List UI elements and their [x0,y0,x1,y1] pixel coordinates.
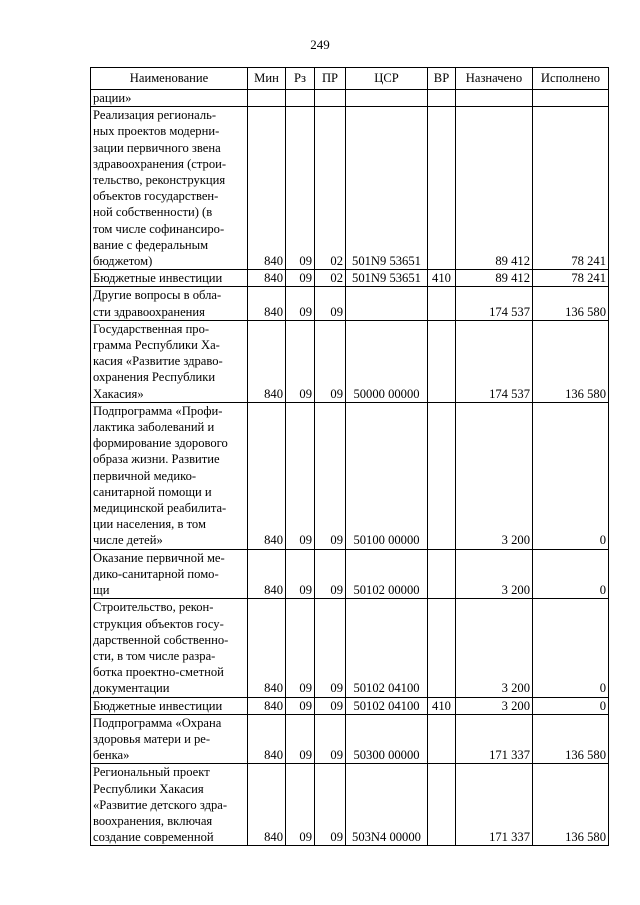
cell-name-line: Государственная про- [93,321,210,336]
cell-pr: 09 [315,714,346,764]
cell-vr [428,287,456,320]
cell-rz: 09 [286,287,315,320]
table-header-row [91,68,609,90]
cell-min: 840 [248,599,286,697]
cell-name-line: Строительство, рекон- [93,600,214,615]
cell-name-line: Подпрограмма «Охрана [93,715,222,730]
cell-name-line: воохранения, включая [93,813,213,828]
cell-name [91,287,248,320]
page-number: 249 [310,37,330,52]
cell-name-line: вание с федеральным [93,237,209,252]
table-row [91,714,609,764]
cell-rz: 09 [286,697,315,714]
cell-vr [428,764,456,846]
table-row [91,320,609,402]
cell-vr [428,320,456,402]
cell-executed: 0 [533,599,609,697]
cell-assigned: 171 337 [456,764,533,846]
cell-name-line: Хакасия» [93,386,144,401]
cell-assigned: 89 412 [456,270,533,287]
cell-executed: 136 580 [533,287,609,320]
cell-min: 840 [248,549,286,599]
cell-name-line: Региональный проект [93,765,210,780]
cell-executed: 136 580 [533,714,609,764]
cell-name-line: ботка проектно-сметной [93,665,224,680]
cell-name-line: сти здравоохранения [93,304,205,319]
cell-name-line: дарственной собственно- [93,632,229,647]
cell-name [91,270,248,287]
cell-rz: 09 [286,714,315,764]
cell-min: 840 [248,714,286,764]
cell-name-line: Республики Хакасия [93,781,204,796]
cell-assigned: 89 412 [456,107,533,270]
cell-name-line: медицинской реабилита- [93,501,227,516]
cell-csr: 503N4 00000 [346,764,428,846]
cell-pr: 09 [315,549,346,599]
cell-pr: 09 [315,599,346,697]
cell-rz: 09 [286,402,315,549]
cell-assigned: 3 200 [456,402,533,549]
table-row [91,549,609,599]
cell-pr: 02 [315,270,346,287]
column-header-min: Мин [248,68,286,90]
cell-name-line: Бюджетные инвестиции [93,698,223,713]
cell-name-line: ции населения, в том [93,517,206,532]
column-header-csr: ЦСР [346,68,428,90]
cell-name [91,549,248,599]
column-header-rz: Рз [286,68,315,90]
cell-name-line: тельство, реконструкция [93,173,226,188]
cell-name [91,599,248,697]
cell-csr: 50102 04100 [346,697,428,714]
cell-name-line: бенка» [93,748,130,763]
cell-csr: 50102 04100 [346,599,428,697]
table-row [91,697,609,714]
cell-executed: 0 [533,402,609,549]
table-row [91,90,609,107]
cell-name-line: ной собственности) (в [93,205,213,220]
cell-name-line: объектов государствен- [93,189,219,204]
cell-assigned: 174 537 [456,287,533,320]
cell-name [91,107,248,270]
cell-pr [315,90,346,107]
cell-vr: 410 [428,697,456,714]
cell-min: 840 [248,270,286,287]
table-row [91,270,609,287]
cell-name-line: грамма Республики Ха- [93,338,220,353]
cell-name [91,697,248,714]
cell-name [91,320,248,402]
cell-csr: 501N9 53651 [346,107,428,270]
table-row [91,764,609,846]
cell-pr: 09 [315,697,346,714]
cell-assigned: 174 537 [456,320,533,402]
cell-executed: 136 580 [533,320,609,402]
cell-name-line: Реализация региональ- [93,108,217,123]
cell-min: 840 [248,287,286,320]
cell-assigned: 3 200 [456,549,533,599]
cell-assigned: 3 200 [456,697,533,714]
column-header-vr: ВР [428,68,456,90]
cell-name-line: санитарной помощи и [93,484,212,499]
cell-min [248,90,286,107]
cell-pr: 09 [315,402,346,549]
column-header-assigned: Назначено [456,68,533,90]
cell-name-line: здравоохранения (строи- [93,156,227,171]
cell-name-line: ных проектов модерни- [93,124,220,139]
cell-pr: 02 [315,107,346,270]
cell-name-line: здоровья матери и ре- [93,731,211,746]
cell-name-line: документации [93,681,170,696]
cell-csr: 50000 00000 [346,320,428,402]
cell-rz: 09 [286,107,315,270]
table-row [91,107,609,270]
column-header-name: Наименование [91,68,248,90]
cell-rz: 09 [286,599,315,697]
cell-vr: 410 [428,270,456,287]
cell-rz [286,90,315,107]
cell-vr [428,107,456,270]
table-body [91,90,609,846]
table-row [91,402,609,549]
cell-name-line: зации первичного звена [93,140,221,155]
cell-name-line: дико-санитарной помо- [93,566,219,581]
cell-executed: 136 580 [533,764,609,846]
cell-rz: 09 [286,270,315,287]
cell-name-line: охранения Республики [93,370,216,385]
cell-rz: 09 [286,320,315,402]
cell-name-line: числе детей» [93,533,163,548]
cell-executed: 78 241 [533,270,609,287]
cell-name [91,714,248,764]
cell-name-line: образа жизни. Развитие [93,452,220,467]
cell-vr [428,402,456,549]
cell-assigned: 3 200 [456,599,533,697]
table-row [91,599,609,697]
cell-pr: 09 [315,287,346,320]
cell-min: 840 [248,402,286,549]
cell-name [91,90,248,107]
cell-executed: 78 241 [533,107,609,270]
cell-name-line: Оказание первичной ме- [93,550,225,565]
cell-min: 840 [248,764,286,846]
cell-name-line: лактика заболеваний и [93,420,215,435]
cell-name-line: Подпрограмма «Профи- [93,403,223,418]
cell-name-line: создание современной [93,830,214,845]
cell-name-line: бюджетом) [93,254,153,269]
cell-min: 840 [248,107,286,270]
cell-name-line: «Развитие детского здра- [93,797,228,812]
cell-executed [533,90,609,107]
table-row [91,287,609,320]
cell-vr [428,599,456,697]
cell-csr: 50100 00000 [346,402,428,549]
cell-csr: 501N9 53651 [346,270,428,287]
cell-name-line: Бюджетные инвестиции [93,271,223,286]
cell-rz: 09 [286,549,315,599]
column-header-pr: ПР [315,68,346,90]
cell-min: 840 [248,697,286,714]
cell-vr [428,549,456,599]
cell-csr: 50300 00000 [346,714,428,764]
cell-name-line: струкция объектов госу- [93,616,224,631]
cell-pr: 09 [315,764,346,846]
cell-executed: 0 [533,697,609,714]
cell-name-line: щи [93,583,110,598]
cell-name [91,402,248,549]
cell-vr [428,714,456,764]
column-header-executed: Исполнено [533,68,609,90]
cell-name [91,764,248,846]
cell-name-line: том числе софинансиро- [93,221,225,236]
cell-csr [346,287,428,320]
cell-assigned: 171 337 [456,714,533,764]
cell-rz: 09 [286,764,315,846]
cell-name-line: рации» [93,91,132,105]
cell-name-line: касия «Развитие здраво- [93,354,223,369]
cell-assigned [456,90,533,107]
cell-name-line: формирование здорового [93,436,228,451]
cell-csr: 50102 00000 [346,549,428,599]
cell-name-line: сти, в том числе разра- [93,648,216,663]
cell-vr [428,90,456,107]
cell-pr: 09 [315,320,346,402]
cell-min: 840 [248,320,286,402]
cell-name-line: Другие вопросы в обла- [93,288,222,303]
budget-table [90,67,609,846]
cell-csr [346,90,428,107]
cell-name-line: первичной медико- [93,468,197,483]
cell-executed: 0 [533,549,609,599]
